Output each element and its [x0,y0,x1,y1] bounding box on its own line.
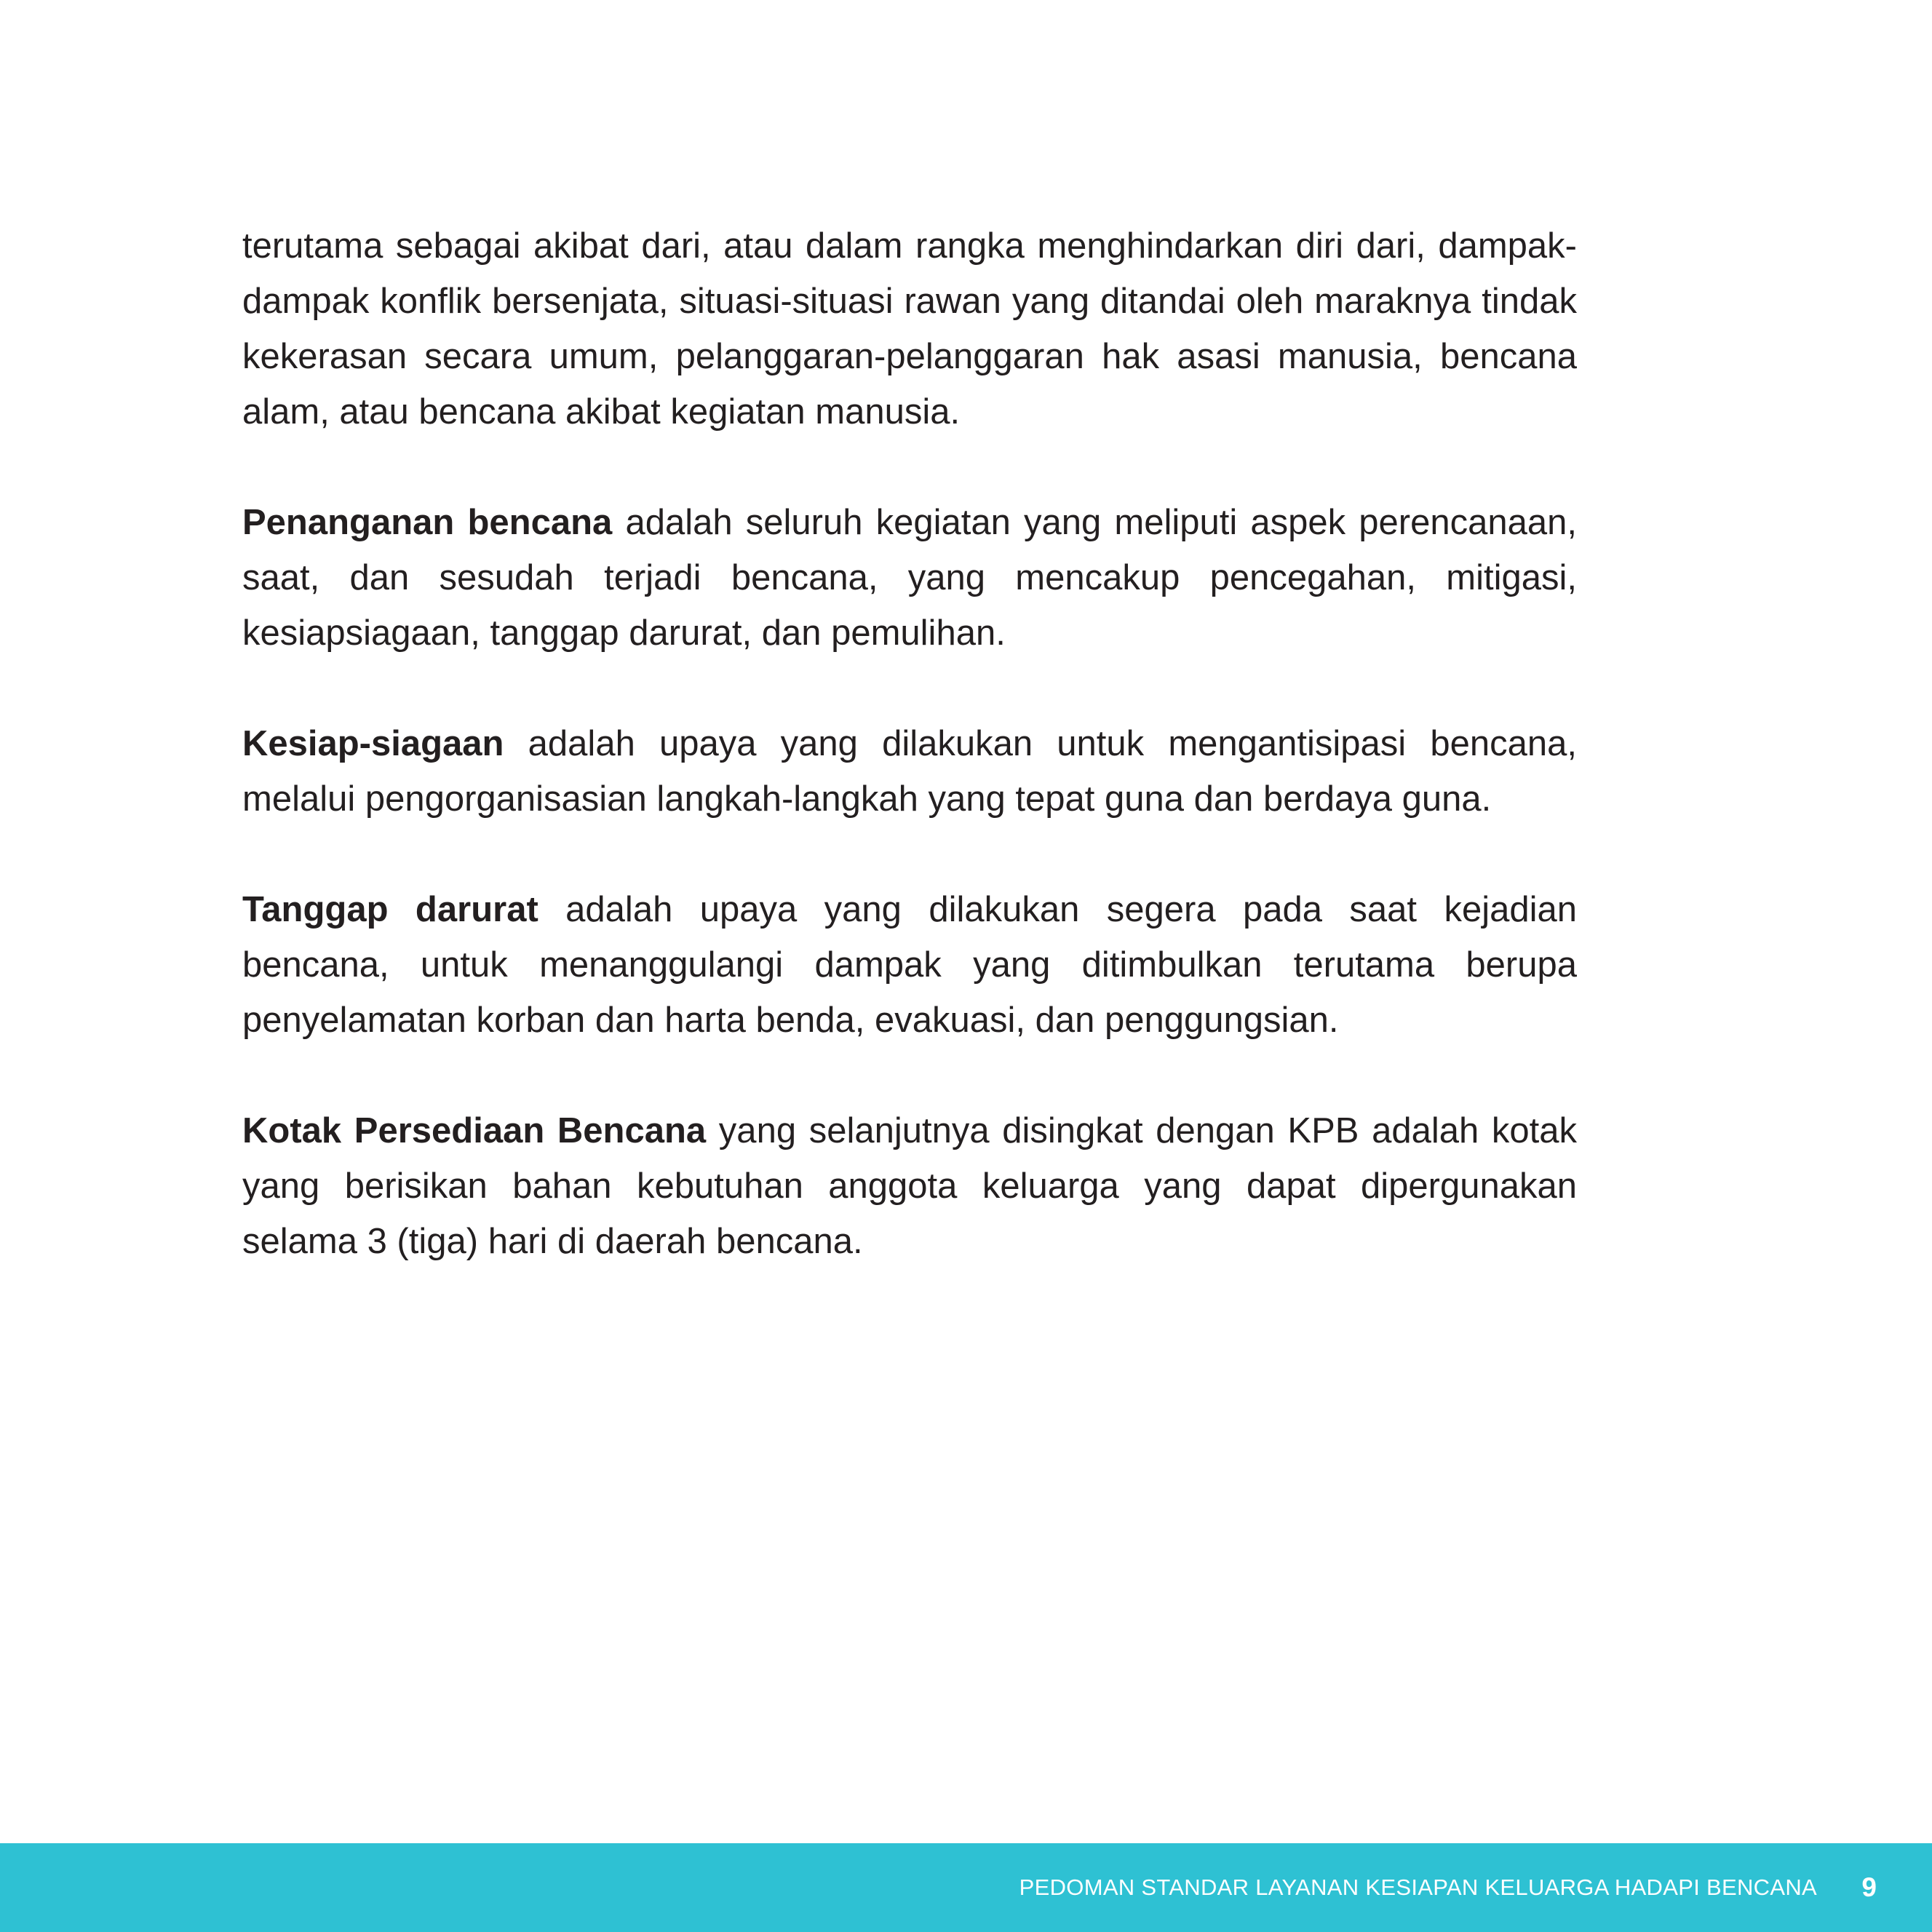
definition-text: adalah upaya yang dilakukan untuk mengantisipasi bencana, melalui pengorganisasian langkah-langkah yang tepat guna dan berdaya guna. [242,724,1577,819]
paragraph-text: terutama sebagai akibat dari, atau dalam rangka menghindarkan diri dari, dampak-dampak konflik bersenjata, situasi-situasi rawan yang ditandai oleh maraknya tindak kekerasan secara umum, pelanggaran-pelanggaran hak asasi manusia, bencana alam, atau bencana akibat kegiatan manusia. [242,226,1577,432]
definition-kesiap-siagaan [242,716,1577,827]
definition-term: Kesiap-siagaan [242,724,504,763]
definition-term: Tanggap darurat [242,890,538,929]
document-body [242,218,1577,1324]
page-footer [0,1843,1932,1932]
definition-kotak-persediaan-bencana [242,1103,1577,1269]
footer-title: PEDOMAN STANDAR LAYANAN KESIAPAN KELUARGA HADAPI BENCANA [1019,1875,1817,1900]
definition-text: adalah upaya yang dilakukan segera pada saat kejadian bencana, untuk menanggulangi dampak yang ditimbulkan terutama berupa penyelamatan korban dan harta benda, evakuasi, dan penggungsian. [242,890,1577,1040]
paragraph-continuation [242,218,1577,440]
definition-term: Penanganan bencana [242,503,613,542]
definition-penanganan-bencana [242,495,1577,661]
definition-text: yang selanjutnya disingkat dengan KPB adalah kotak yang berisikan bahan kebutuhan anggota keluarga yang dapat dipergunakan selama 3 (tiga) hari di daerah bencana. [242,1111,1578,1261]
definition-tanggap-darurat [242,882,1577,1048]
definition-term: Kotak Persediaan Bencana [242,1111,707,1150]
definition-text: adalah seluruh kegiatan yang meliputi aspek perencanaan, saat, dan sesudah terjadi bencana, yang mencakup pencegahan, mitigasi, kesiapsiagaan, tanggap darurat, dan pemulihan. [242,503,1577,653]
page-number: 9 [1861,1872,1877,1902]
